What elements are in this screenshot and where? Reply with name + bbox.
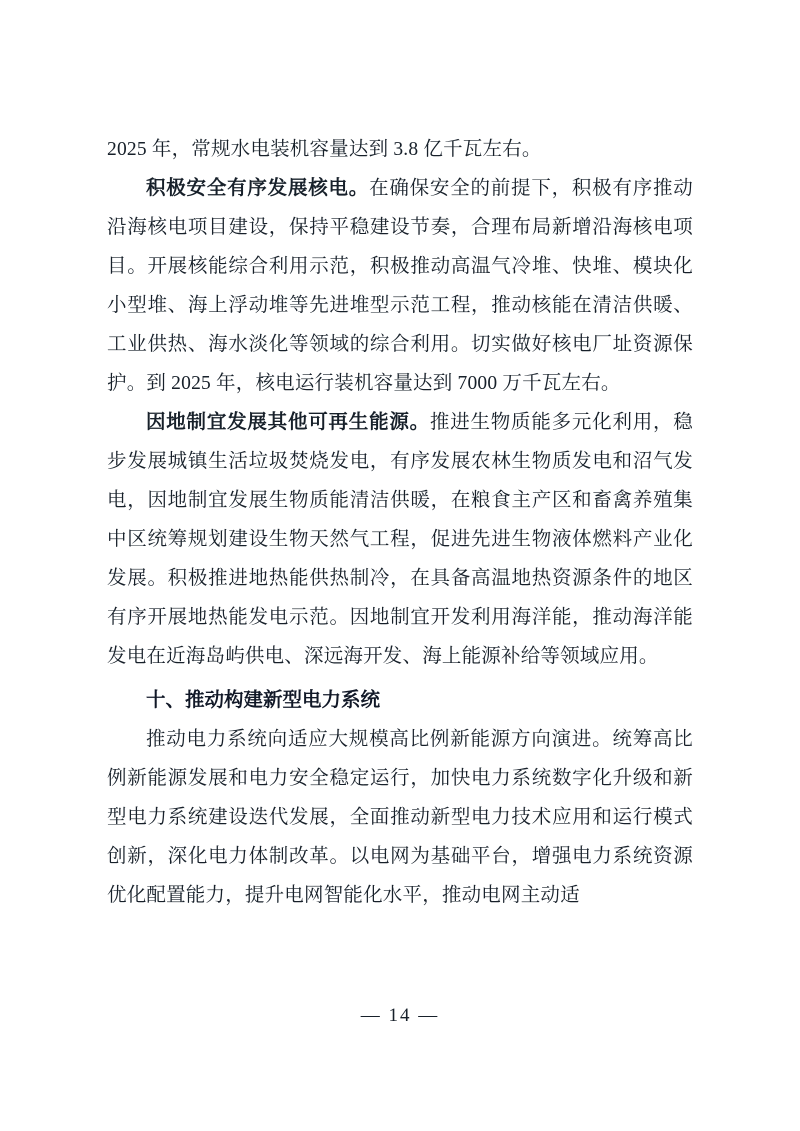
paragraph-hydro-continued xyxy=(107,130,693,169)
paragraph-lead-other-renewables: 因地制宜发展其他可再生能源。 xyxy=(146,411,430,433)
paragraph-lead-nuclear: 积极安全有序发展核电。 xyxy=(146,177,370,199)
paragraph-other-renewables xyxy=(107,403,693,676)
paragraph-text: 2025 年，常规水电装机容量达到 3.8 亿千瓦左右。 xyxy=(107,139,542,160)
page-number: — 14 — xyxy=(360,1005,440,1026)
paragraph-text: 推动电力系统向适应大规模高比例新能源方向演进。统筹高比例新能源发展和电力安全稳定运行，加快电力系统数字化升级和新型电力系统建设迭代发展，全面推动新型电力技术应用和运行模式创新，深化电力体制改革。以电网为基础平台，增强电力系统资源优化配置能力，提升电网智能化水平，推动电网主动适 xyxy=(107,729,693,906)
paragraph-text: 在确保安全的前提下，积极有序推动沿海核电项目建设，保持平稳建设节奏，合理布局新增沿海核电项目。开展核能综合利用示范，积极推动高温气冷堆、快堆、模块化小型堆、海上浮动堆等先进堆型示范工程，推动核能在清洁供暖、工业供热、海水淡化等领域的综合利用。切实做好核电厂址资源保护。到 2025 年，核电运行装机容量达到 7000 万千瓦左右。 xyxy=(107,178,694,394)
paragraph-text: 推进生物质能多元化利用，稳步发展城镇生活垃圾焚烧发电，有序发展农林生物质发电和沼气发电，因地制宜发展生物质能清洁供暖，在粮食主产区和畜禽养殖集中区统筹规划建设生物天然气工程，促进先进生物液体燃料产业化发展。积极推进地热能供热制冷，在具备高温地热资源条件的地区有序开展地热能发电示范。因地制宜开发利用海洋能，推动海洋能发电在近海岛屿供电、深远海开发、海上能源补给等领域应用。 xyxy=(107,412,693,667)
paragraph-nuclear xyxy=(107,169,693,403)
paragraph-power-system xyxy=(107,720,693,915)
page-content xyxy=(107,130,693,915)
section-heading: 十、推动构建新型电力系统 xyxy=(146,689,381,711)
